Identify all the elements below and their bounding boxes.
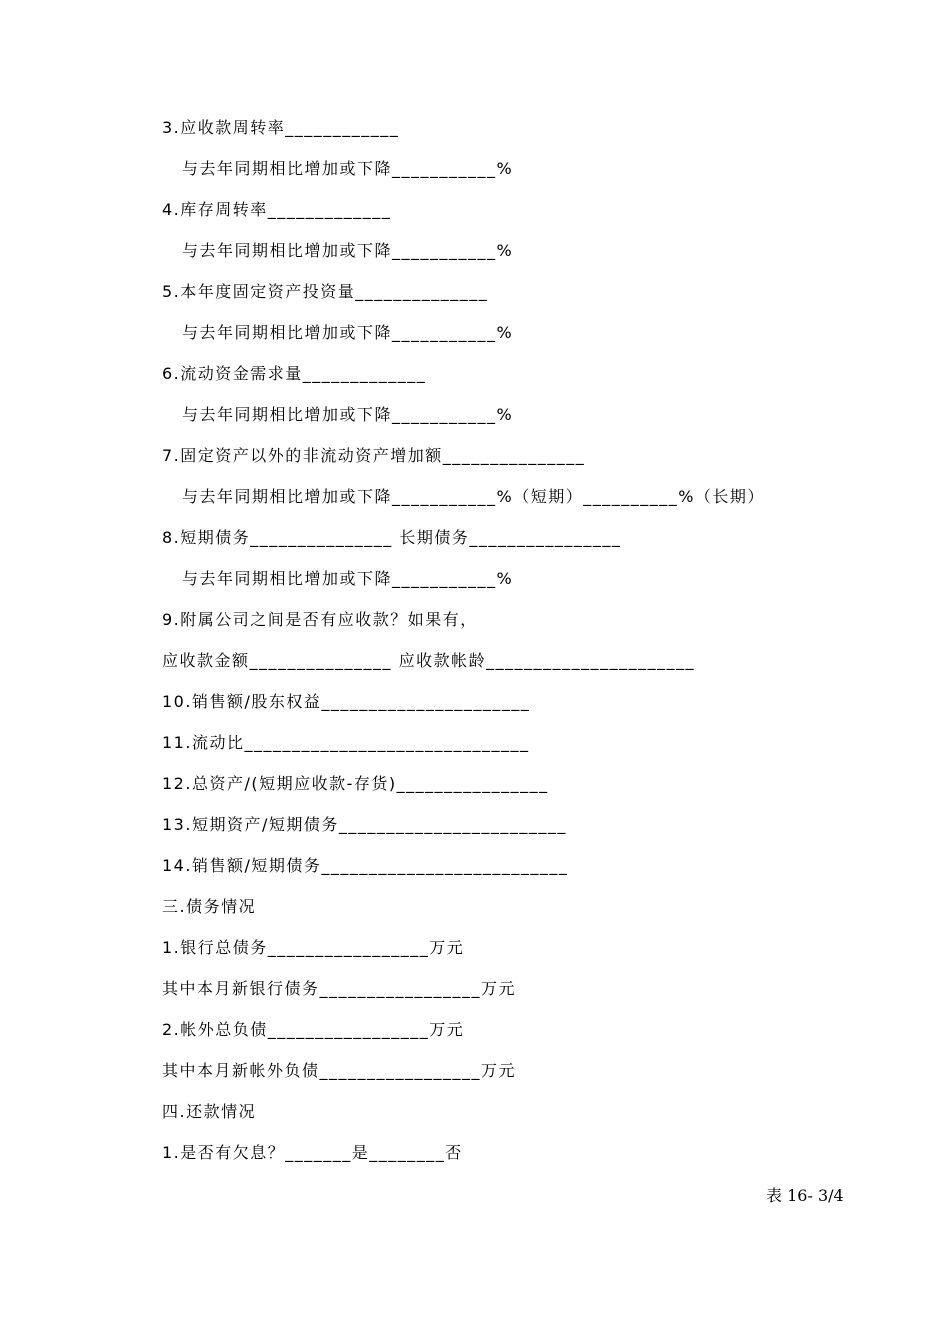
interest-arrears-question: 1.是否有欠息？_______是________否 xyxy=(162,1143,463,1162)
receivables-turnover-line: 3.应收款周转率____________ xyxy=(162,118,400,137)
yoy-change-line: 与去年同期相比增加或下降___________% xyxy=(182,159,514,178)
yoy-change-line: 与去年同期相比增加或下降___________% xyxy=(182,569,514,588)
yoy-change-short-long-line: 与去年同期相比增加或下降___________%（短期）__________%（长期） xyxy=(182,487,765,506)
yoy-change-line: 与去年同期相比增加或下降___________% xyxy=(182,241,514,260)
total-assets-ratio-line: 12.总资产/(短期应收款-存货)________________ xyxy=(162,774,549,793)
section-debt-heading: 三.债务情况 xyxy=(162,897,257,916)
sales-short-debt-ratio-line: 14.销售额/短期债务__________________________ xyxy=(162,856,569,875)
new-bank-debt-line: 其中本月新银行债务_________________万元 xyxy=(162,979,517,998)
page-number: 表 16- 3/4 xyxy=(766,1186,844,1205)
short-assets-debt-ratio-line: 13.短期资产/短期债务________________________ xyxy=(162,815,567,834)
new-off-book-liabilities-line: 其中本月新帐外负债_________________万元 xyxy=(162,1061,517,1080)
non-current-assets-increase-line: 7.固定资产以外的非流动资产增加额_______________ xyxy=(162,446,586,465)
bank-total-debt-line: 1.银行总债务_________________万元 xyxy=(162,938,465,957)
yoy-change-line: 与去年同期相比增加或下降___________% xyxy=(182,323,514,342)
section-repayment-heading: 四.还款情况 xyxy=(162,1102,257,1121)
inventory-turnover-line: 4.库存周转率_____________ xyxy=(162,200,392,219)
fixed-asset-investment-line: 5.本年度固定资产投资量______________ xyxy=(162,282,489,301)
affiliate-receivables-question: 9.附属公司之间是否有应收款？如果有， xyxy=(162,610,478,629)
sales-equity-ratio-line: 10.销售额/股东权益______________________ xyxy=(162,692,531,711)
current-ratio-line: 11.流动比______________________________ xyxy=(162,733,530,752)
short-long-debt-line: 8.短期债务_______________ 长期债务________________ xyxy=(162,528,622,547)
yoy-change-line: 与去年同期相比增加或下降___________% xyxy=(182,405,514,424)
working-capital-demand-line: 6.流动资金需求量_____________ xyxy=(162,364,427,383)
off-book-liabilities-line: 2.帐外总负债_________________万元 xyxy=(162,1020,465,1039)
receivables-amount-aging-line: 应收款金额_______________ 应收款帐龄______________________ xyxy=(162,651,696,670)
